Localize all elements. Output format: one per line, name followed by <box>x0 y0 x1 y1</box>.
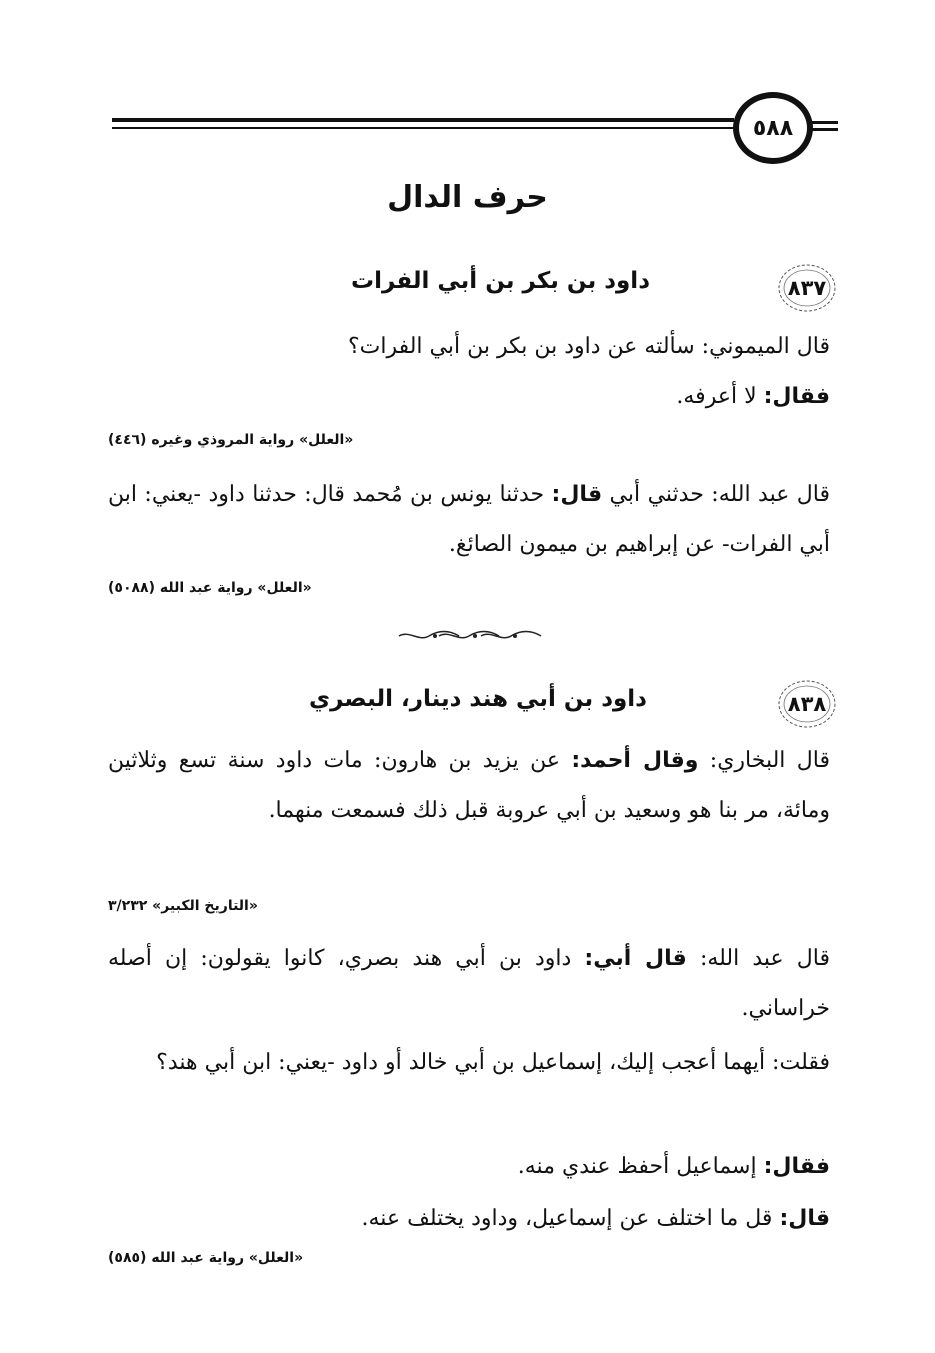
entry-title: داود بن بكر بن أبي الفرات <box>351 268 650 294</box>
entry-paragraph <box>108 1194 830 1244</box>
source-citation <box>108 1250 830 1266</box>
paragraph-text: قل ما اختلف عن إسماعيل، وداود يختلف عنه. <box>361 1206 780 1231</box>
speaker-label: فقال: <box>763 384 830 409</box>
paragraph-text: حدثنا يونس بن مُحمد قال: حدثنا داود -يعني: ابن أبي الفرات- عن إبراهيم بن ميمون الصائغ. <box>108 482 830 557</box>
header-rule-bottom <box>112 127 734 129</box>
paragraph-text: فقلت: أيهما أعجب إليك، إسماعيل بن أبي خالد أو داود -يعني: ابن أبي هند؟ <box>156 1050 830 1075</box>
paragraph-text: قال عبد الله: حدثني أبي <box>602 482 830 507</box>
page-number-badge <box>733 92 813 164</box>
paragraph-text: قال البخاري: <box>698 748 830 773</box>
citation-text: «العلل» رواية عبد الله (٥٠٨٨) <box>108 580 312 596</box>
paragraph-text: لا أعرفه. <box>676 384 764 409</box>
entry-paragraph <box>108 470 830 570</box>
paragraph-text: داود بن أبي هند بصري، كانوا يقولون: إن أصله خراساني. <box>108 946 830 1021</box>
header-rule-stub-bottom <box>812 128 838 131</box>
entry-paragraph <box>108 736 830 836</box>
entry-paragraph <box>108 1142 830 1192</box>
paragraph-text: قال عبد الله: <box>686 946 830 971</box>
entry-title: داود بن أبي هند دينار، البصري <box>309 686 647 712</box>
speaker-label: وقال أحمد: <box>571 748 699 773</box>
citation-text: «العلل» رواية المروذي وغيره (٤٤٦) <box>108 432 354 448</box>
source-citation <box>108 580 830 596</box>
entry-number: ٨٣٧ <box>787 276 827 300</box>
entry-paragraph <box>108 934 830 1034</box>
section-divider-ornament-icon <box>395 628 545 644</box>
entry-paragraph <box>108 1038 830 1088</box>
source-citation <box>108 432 830 448</box>
source-citation <box>108 898 830 914</box>
paragraph-text: قال الميموني: سألته عن داود بن بكر بن أبي الفرات؟ <box>347 334 830 359</box>
entry-number-rosette <box>776 678 838 730</box>
citation-text: «التاريخ الكبير» ٣/٢٣٢ <box>108 898 258 914</box>
speaker-label: فقال: <box>763 1154 830 1179</box>
paragraph-text: إسماعيل أحفظ عندي منه. <box>517 1154 764 1179</box>
speaker-label: قال: <box>551 482 603 507</box>
speaker-label: قال: <box>779 1206 830 1231</box>
chapter-title: حرف الدال <box>387 180 548 215</box>
paragraph-text: عن يزيد بن هارون: مات داود سنة تسع وثلاثين ومائة، مر بنا هو وسعيد بن أبي عروبة قبل ذلك فسمعت منهما. <box>108 748 830 823</box>
citation-text: «العلل» رواية عبد الله (٥٨٥) <box>108 1250 304 1266</box>
speaker-label: قال أبي: <box>584 946 687 971</box>
entry-paragraph <box>108 322 830 372</box>
entry-number: ٨٣٨ <box>787 692 827 716</box>
page-number: ٥٨٨ <box>752 115 794 141</box>
entry-paragraph <box>108 372 830 422</box>
header-rule-top <box>112 118 734 122</box>
entry-number-rosette <box>776 262 838 314</box>
header-rule-stub-top <box>812 121 838 124</box>
